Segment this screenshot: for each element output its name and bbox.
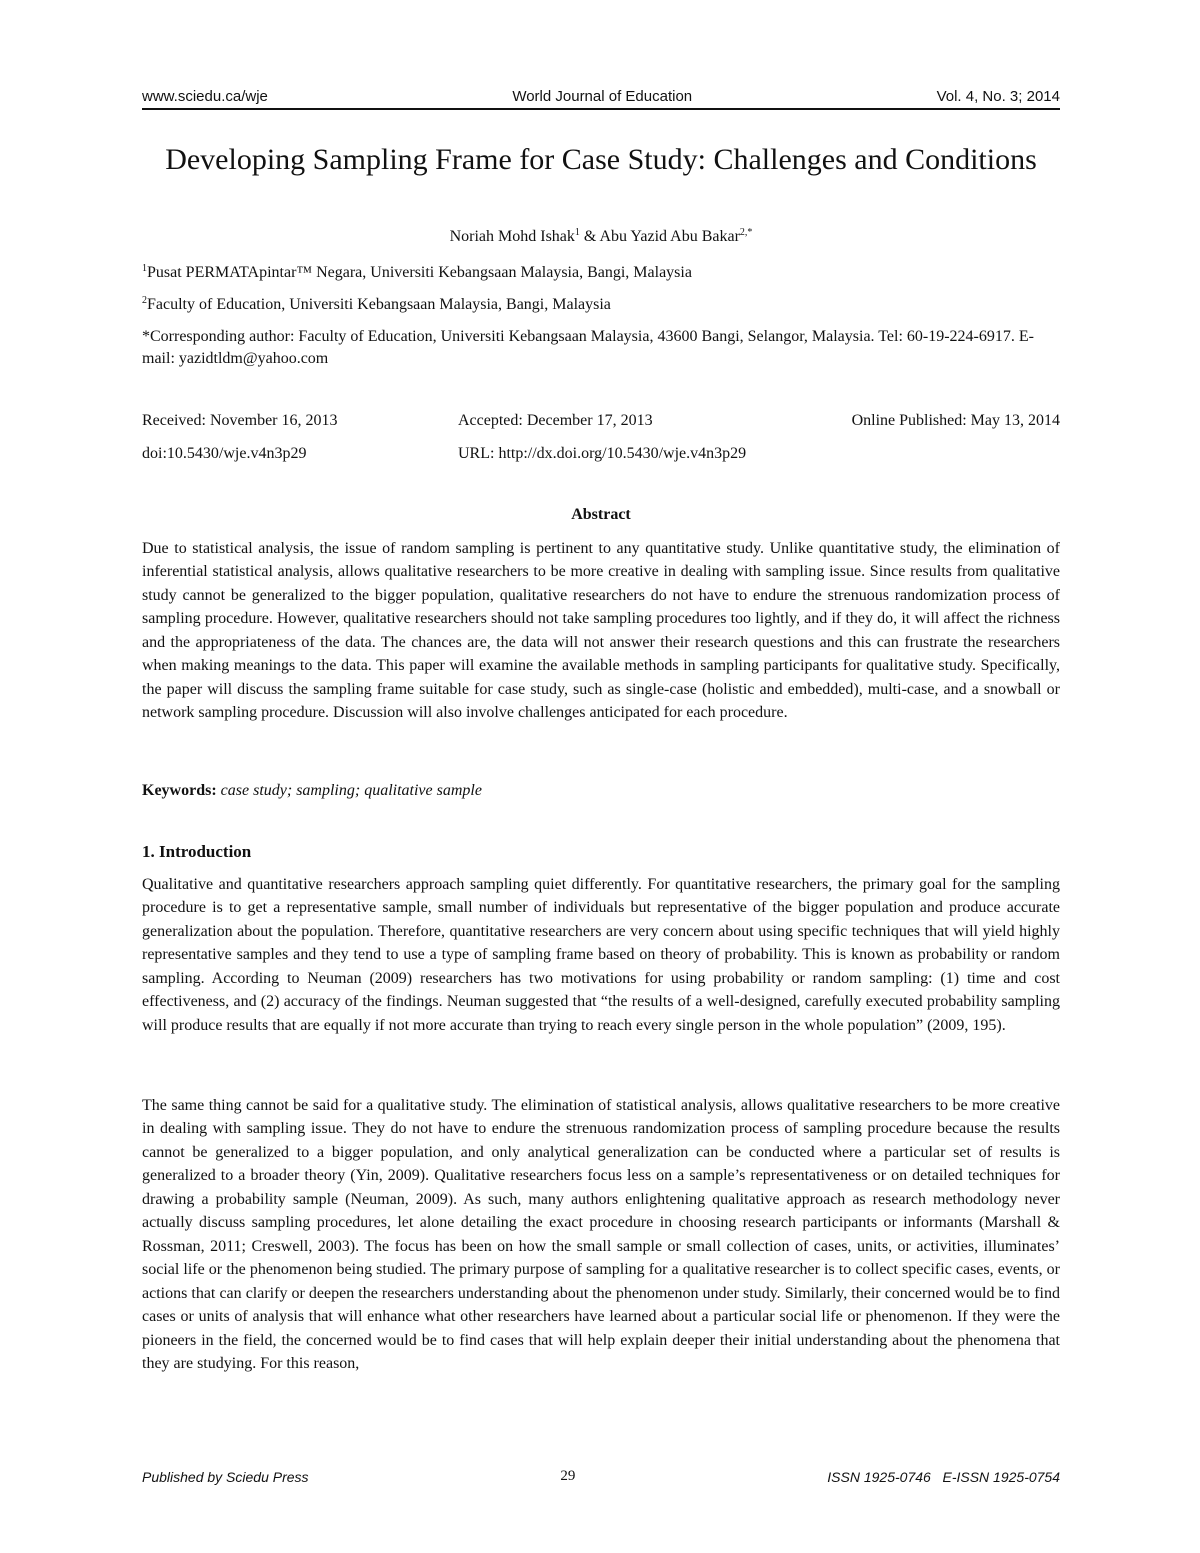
page-footer	[142, 1468, 1060, 1485]
published-date: Online Published: May 13, 2014	[851, 412, 1060, 429]
publisher: Published by Sciedu Press	[142, 1468, 309, 1485]
paper-title: Developing Sampling Frame for Case Study: Challenges and Conditions	[165, 143, 1037, 176]
affiliation-2-text: Faculty of Education, Universiti Kebangsaan Malaysia, Bangi, Malaysia	[147, 296, 611, 313]
running-header	[142, 88, 1060, 110]
affiliation-1-marker: 1	[142, 263, 147, 274]
page-number: 29	[560, 1468, 576, 1484]
intro-paragraph-2: The same thing cannot be said for a qualitative study. The elimination of statistical analysis, allows qualitative researchers to be more creative in dealing with sampling issue. They do not have to endure the strenuous randomization process of sampling procedure because the results cannot be generalized to a bigger population, and only analytical generalization can be conducted where a particular set of results is generalized to a broader theory (Yin, 2009). Qualitative researchers focus less on a sample’s representativeness or on detailed techniques for drawing a probability sample (Neuman, 2009). As such, many authors enlightening qualitative approach as research methodology never actually discuss sampling procedures, let alone detailing the exact procedure in choosing research participants or informants (Marshall & Rossman, 2011; Creswell, 2003). The focus has been on how the small sample or small collection of cases, units, or activities, illuminates’ social life or the phenomenon being studied. The primary purpose of sampling for a qualitative researcher is to collect specific cases, events, or actions that can clarify or deepen the researchers understanding about the phenomenon under study. Similarly, their concerned would be to find cases or units of analysis that will enhance what other researchers have learned about a particular social life or phenomenon. If they were the pioneers in the field, the concerned would be to find cases that will help explain deeper their initial understanding about the phenomena that they are studying. For this reason,	[142, 1097, 1060, 1372]
author-1: Noriah Mohd Ishak	[449, 228, 575, 245]
abstract-heading: Abstract	[571, 506, 631, 523]
affiliation-2-marker: 2	[142, 295, 147, 306]
section-heading-introduction: 1. Introduction	[142, 842, 252, 861]
abstract-text: Due to statistical analysis, the issue of random sampling is pertinent to any quantitative study. Unlike quantitative study, the elimination of inferential statistical analysis, allows qualitative researchers to be more creative in dealing with sampling issue. Since results from qualitative study cannot be generalized to the bigger population, qualitative researchers do not have to endure the strenuous randomization process of sampling procedure. However, qualitative researchers should not take sampling procedures too lightly, and if they do, it will affect the richness and the appropriateness of the data. The chances are, the data will not answer their research questions and this can frustrate the researchers when making meanings to the data. This paper will examine the available methods in sampling participants for qualitative study. Specifically, the paper will discuss the sampling frame suitable for case study, such as single-case (holistic and embedded), multi-case, and a snowball or network sampling procedure. Discussion will also involve challenges anticipated for each procedure.	[142, 540, 1060, 722]
identifiers-row	[142, 445, 1060, 463]
author-separator: &	[579, 228, 600, 245]
journal-url[interactable]: www.sciedu.ca/wje	[142, 88, 268, 105]
doi[interactable]: doi:10.5430/wje.v4n3p29	[142, 445, 307, 462]
affiliation-1	[142, 262, 1060, 284]
intro-paragraph-1: Qualitative and quantitative researchers approach sampling quiet differently. For quantitative researchers, the primary goal for the sampling procedure is to get a representative sample, small number of individuals but representative of the bigger population and produce accurate generalization about the population. Therefore, quantitative researchers are very concern about using specific techniques that will yield highly representative samples and they tend to use a type of sampling frame based on theory of probability. This is known as probability or random sampling. According to Neuman (2009) researchers has two motivations for using probability or random sampling: (1) time and cost effectiveness, and (2) accuracy of the findings. Neuman suggested that “the results of a well-designed, carefully executed probability sampling will produce results that are equally if not more accurate than trying to reach every single person in the whole population” (2009, 195).	[142, 876, 1060, 1034]
corresponding-author: *Corresponding author: Faculty of Education, Universiti Kebangsaan Malaysia, 43600 Bangi, Selangor, Malaysia. Tel: 60-19-224-6917. E-mail: yazidtldm@yahoo.com	[142, 328, 1034, 367]
author-line	[142, 228, 1060, 246]
author-2: Abu Yazid Abu Bakar	[599, 228, 740, 245]
keywords-label: Keywords:	[142, 782, 217, 799]
doi-url[interactable]: URL: http://dx.doi.org/10.5430/wje.v4n3p29	[458, 445, 747, 462]
issn: ISSN 1925-0746 E-ISSN 1925-0754	[827, 1468, 1060, 1485]
received-date: Received: November 16, 2013	[142, 412, 338, 429]
keywords-text: case study; sampling; qualitative sample	[220, 782, 482, 799]
affiliation-2	[142, 294, 1060, 316]
author-2-marker: 2,*	[739, 227, 753, 238]
volume-info: Vol. 4, No. 3; 2014	[936, 88, 1060, 105]
journal-name: World Journal of Education	[512, 88, 693, 105]
author-1-marker: 1	[574, 227, 580, 238]
affiliation-1-text: Pusat PERMATApintar™ Negara, Universiti Kebangsaan Malaysia, Bangi, Malaysia	[147, 264, 692, 281]
dates-row	[142, 412, 1060, 430]
keywords	[142, 782, 1060, 800]
accepted-date: Accepted: December 17, 2013	[458, 412, 653, 429]
